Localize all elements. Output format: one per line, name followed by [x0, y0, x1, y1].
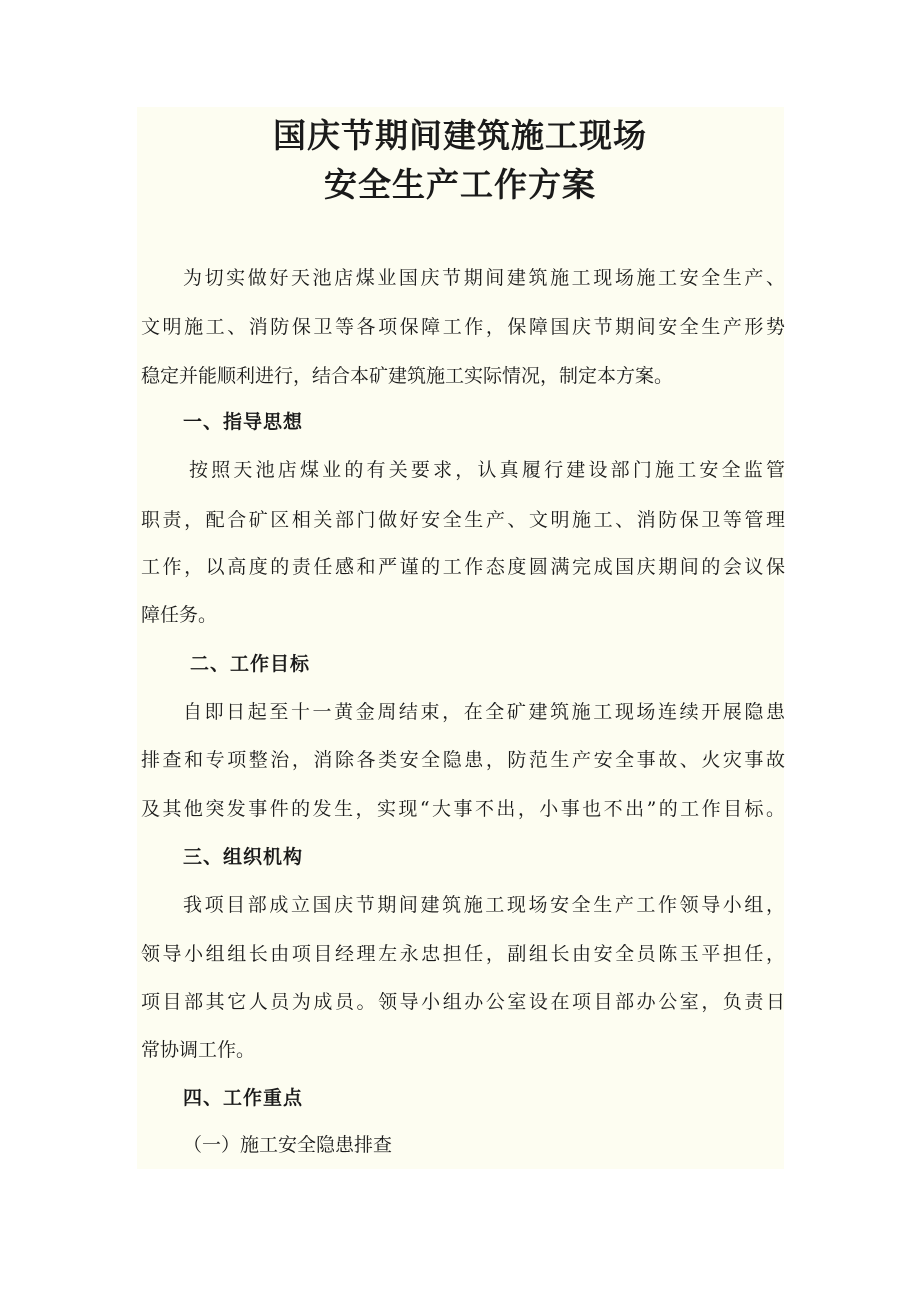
- document-title-line-2: 安全生产工作方案: [324, 165, 596, 204]
- section1-line-3: 工作，以高度的责任感和严谨的工作态度圆满完成国庆期间的会议保: [141, 556, 785, 578]
- intro-line-1: 为切实做好天池店煤业国庆节期间建筑施工现场施工安全生产、: [183, 267, 785, 289]
- document-title-line-1: 国庆节期间建筑施工现场: [273, 116, 647, 155]
- section2-line-2: 排查和专项整治，消除各类安全隐患，防范生产安全事故、火灾事故: [141, 749, 785, 771]
- section1-line-4: 障任务。: [141, 604, 218, 626]
- section-heading-work-focus: 四、工作重点: [183, 1087, 304, 1109]
- section-heading-work-goal: 二、工作目标: [190, 653, 311, 675]
- intro-line-2: 文明施工、消防保卫等各项保障工作，保障国庆节期间安全生产形势: [141, 316, 785, 338]
- section2-line-1: 自即日起至十一黄金周结束，在全矿建筑施工现场连续开展隐患: [183, 701, 785, 723]
- section3-line-4: 常协调工作。: [141, 1039, 256, 1061]
- section3-line-3: 项目部其它人员为成员。领导小组办公室设在项目部办公室，负责日: [141, 991, 785, 1013]
- subsection-heading-hazard-inspection: （一）施工安全隐患排查: [183, 1134, 393, 1156]
- section2-line-3: 及其他突发事件的发生，实现“大事不出，小事也不出”的工作目标。: [141, 798, 785, 820]
- section3-line-1: 我项目部成立国庆节期间建筑施工现场安全生产工作领导小组，: [183, 894, 785, 916]
- intro-line-3: 稳定并能顺利进行，结合本矿建筑施工实际情况，制定本方案。: [141, 365, 674, 387]
- section1-line-2: 职责，配合矿区相关部门做好安全生产、文明施工、消防保卫等管理: [141, 509, 785, 531]
- section3-line-2: 领导小组组长由项目经理左永忠担任，副组长由安全员陈玉平担任，: [141, 943, 785, 965]
- section-heading-guiding-thought: 一、指导思想: [183, 411, 304, 433]
- section1-line-1: 按照天池店煤业的有关要求，认真履行建设部门施工安全监管: [189, 459, 785, 481]
- section-heading-organization: 三、组织机构: [183, 846, 304, 868]
